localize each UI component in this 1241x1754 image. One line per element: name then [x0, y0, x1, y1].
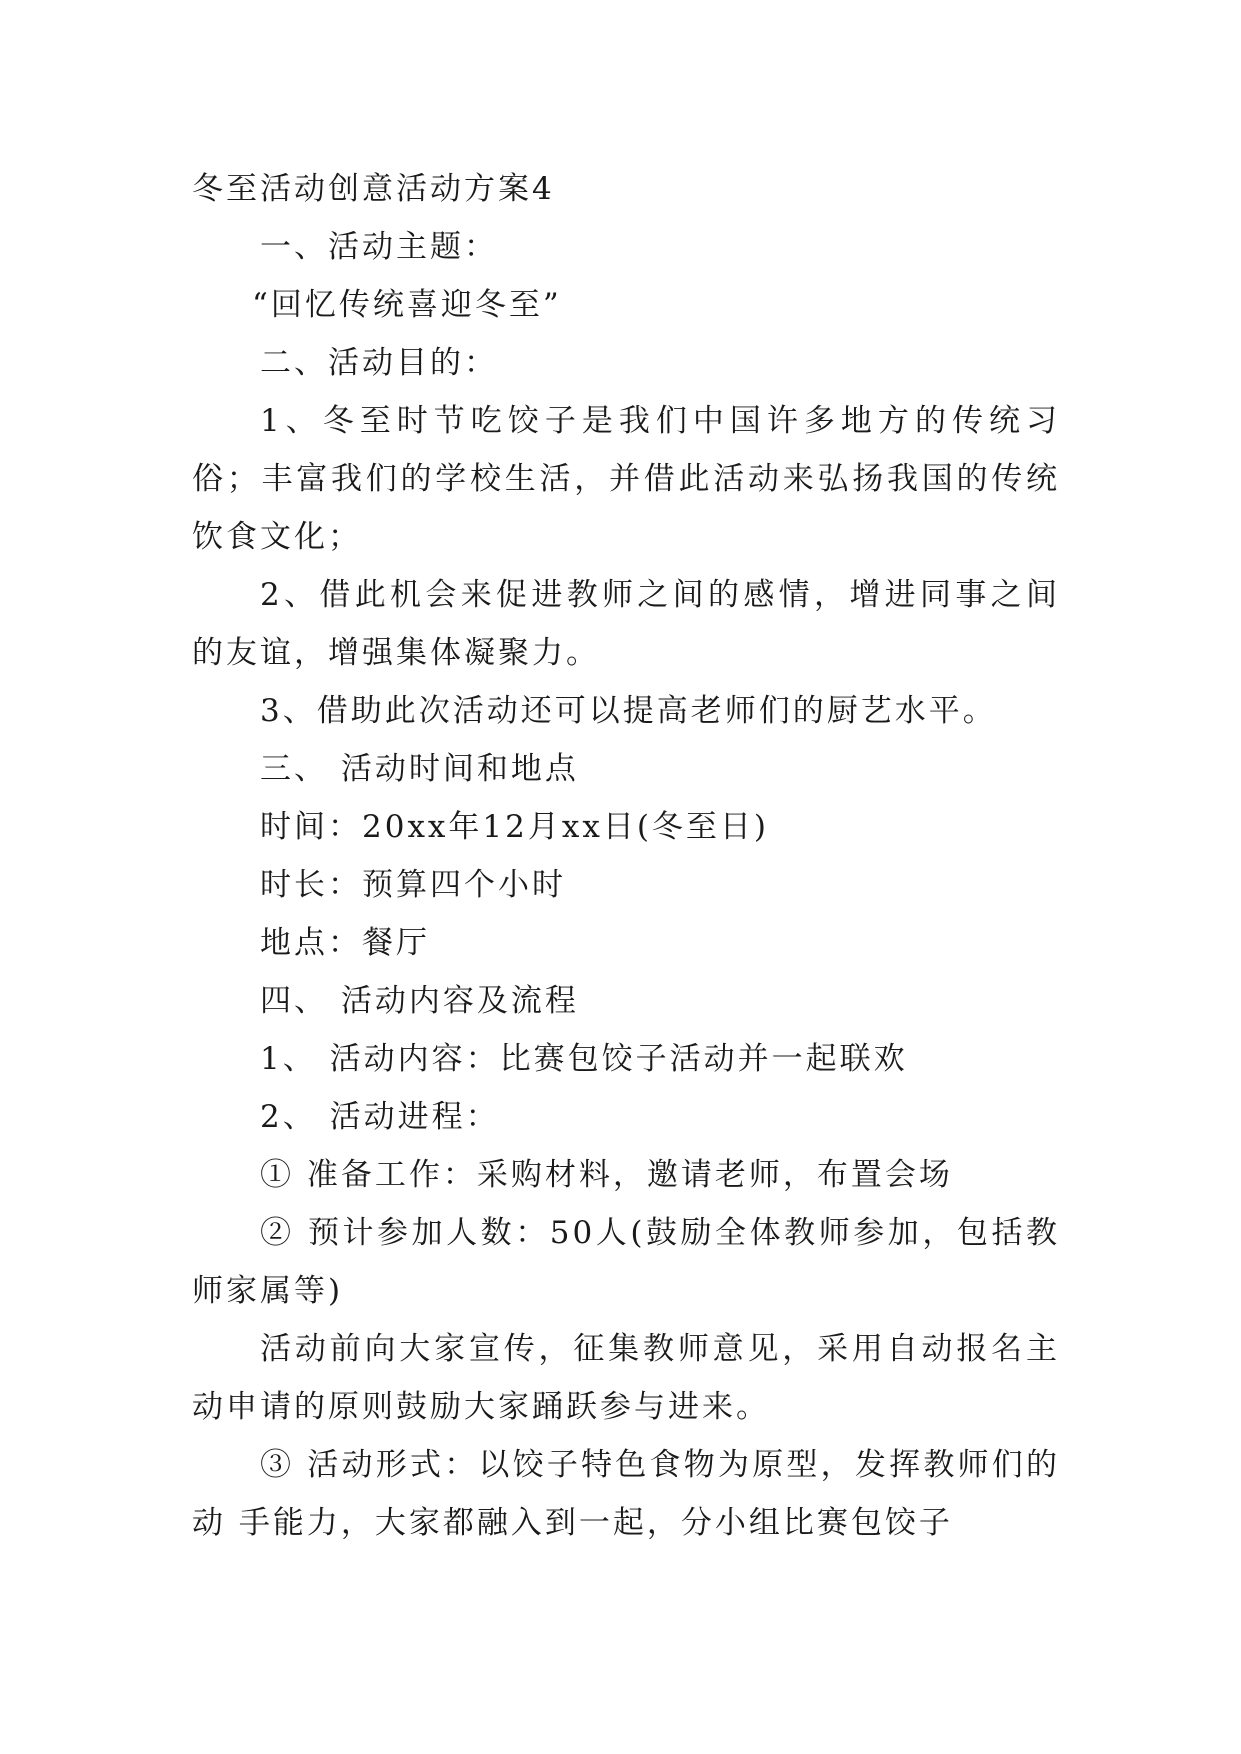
- process-note: 活动前向大家宣传，征集教师意见，采用自动报名主动申请的原则鼓励大家踊跃参与进来。: [192, 1331, 1060, 1425]
- purpose-item-3: 3、借助此次活动还可以提高老师们的厨艺水平。: [260, 693, 997, 729]
- event-location: 地点：餐厅: [260, 925, 430, 961]
- section-heading-time-place: 三、 活动时间和地点: [260, 751, 579, 787]
- process-step-3: ③ 活动形式：以饺子特色食物为原型，发挥教师们的动 手能力，大家都融入到一起，分小组比赛包饺子: [192, 1447, 1060, 1541]
- purpose-item-1: 1、冬至时节吃饺子是我们中国许多地方的传统习俗；丰富我们的学校生活，并借此活动来弘扬我国的传统饮食文化；: [192, 403, 1060, 555]
- section-heading-theme: 一、活动主题：: [260, 229, 498, 265]
- section-heading-content-flow: 四、 活动内容及流程: [260, 983, 579, 1019]
- document-title: 冬至活动创意活动方案4: [192, 171, 555, 207]
- theme-slogan: “回忆传统喜迎冬至”: [252, 287, 562, 323]
- content-item-2: 2、 活动进程：: [260, 1099, 500, 1135]
- event-duration: 时长：预算四个小时: [260, 867, 566, 903]
- process-step-2: ② 预计参加人数：50人(鼓励全体教师参加，包括教师家属等): [192, 1215, 1060, 1309]
- content-item-1: 1、 活动内容：比赛包饺子活动并一起联欢: [260, 1041, 908, 1077]
- event-time: 时间：20xx年12月xx日(冬至日): [260, 809, 770, 845]
- process-step-1: ① 准备工作：采购材料，邀请老师，布置会场: [260, 1157, 953, 1193]
- section-heading-purpose: 二、活动目的：: [260, 345, 498, 381]
- purpose-item-2: 2、借此机会来促进教师之间的感情，增进同事之间的友谊，增强集体凝聚力。: [192, 577, 1060, 671]
- document-body: [192, 160, 1060, 1552]
